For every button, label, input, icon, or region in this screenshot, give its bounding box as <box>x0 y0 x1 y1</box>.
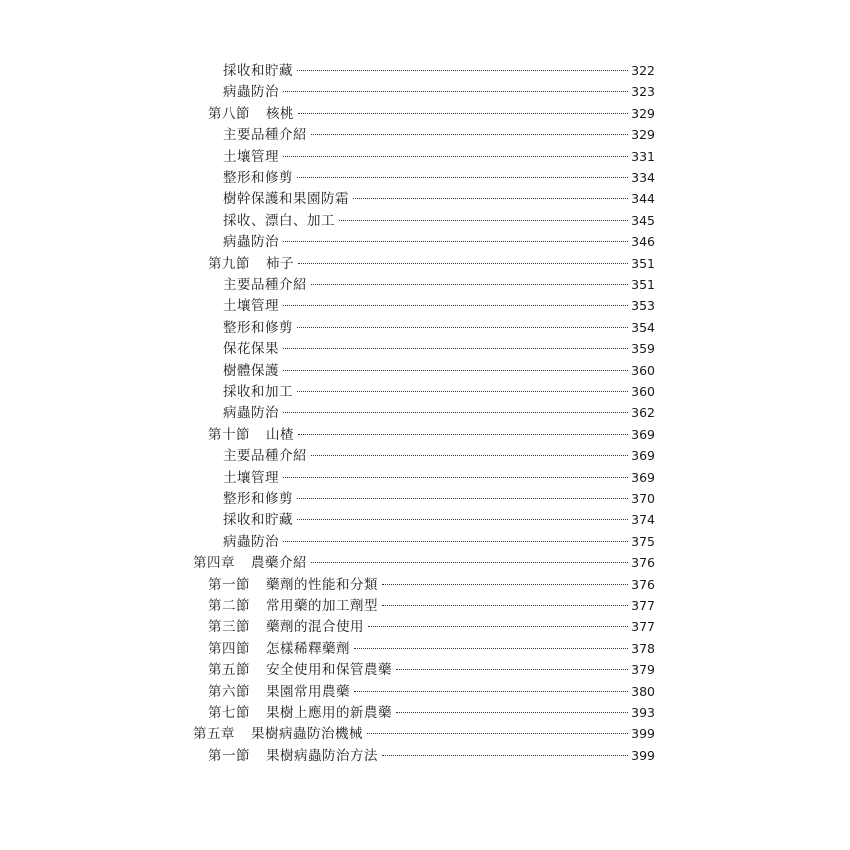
toc-subsection-row <box>223 509 655 530</box>
toc-entry-title: 採收和貯藏 <box>223 63 293 79</box>
toc-entry-label <box>208 104 296 125</box>
dot-leader <box>283 304 628 306</box>
dot-leader <box>311 133 628 135</box>
toc-entry-title: 採收和加工 <box>223 384 293 400</box>
toc-entry-title: 核桃 <box>266 105 294 122</box>
toc-subsection-row <box>223 188 655 209</box>
toc-subsection-row <box>223 402 655 423</box>
dot-leader <box>283 540 628 542</box>
toc-page-number: 374 <box>631 512 655 528</box>
toc-subsection-row <box>223 295 655 316</box>
toc-entry-label <box>208 639 352 660</box>
dot-leader <box>283 155 628 157</box>
toc-entry-title: 土壤管理 <box>223 148 279 165</box>
toc-page-number: 344 <box>631 191 655 207</box>
toc-entry-title: 藥劑的性能和分類 <box>266 576 378 593</box>
toc-subsection-row <box>223 146 655 167</box>
toc-entry-title: 樹體保護 <box>223 362 279 379</box>
toc-entry-title: 保花保果 <box>223 341 279 358</box>
dot-leader <box>297 69 628 71</box>
toc-entry-label <box>223 147 281 168</box>
toc-entry-title: 果樹上應用的新農藥 <box>266 705 392 721</box>
toc-entry-title: 整形和修剪 <box>223 491 293 507</box>
toc-section-row <box>208 595 655 616</box>
toc-entry-number: 第四章 <box>193 555 235 572</box>
dot-leader <box>297 176 628 178</box>
toc-subsection-row <box>223 274 655 295</box>
toc-entry-number: 第七節 <box>208 705 250 721</box>
toc-page-number: 353 <box>631 298 655 314</box>
toc-entry-number: 第十節 <box>208 426 250 443</box>
toc-entry-label <box>223 61 295 82</box>
toc-subsection-row <box>223 210 655 231</box>
toc-entry-label <box>223 468 281 489</box>
toc-page-number: 369 <box>631 469 655 485</box>
dot-leader <box>283 240 628 242</box>
toc-entry-number: 第二節 <box>208 598 250 614</box>
toc-page-number: 369 <box>631 448 655 464</box>
toc-entry-label <box>223 446 309 467</box>
toc-entry-label <box>208 703 394 724</box>
toc-entry-label <box>208 254 296 275</box>
dot-leader <box>283 347 628 349</box>
toc-entry-number: 第九節 <box>208 255 250 272</box>
toc-entry-label <box>208 746 380 767</box>
toc-entry-label <box>223 189 351 210</box>
toc-entry-title: 果樹病蟲防治方法 <box>266 747 378 764</box>
toc-entry-title: 整形和修剪 <box>223 319 293 336</box>
toc-subsection-row <box>223 488 655 509</box>
toc-chapter-row <box>193 552 655 573</box>
toc-entry-number: 第五章 <box>193 726 235 743</box>
toc-entry-label <box>208 596 380 617</box>
toc-subsection-row <box>223 467 655 488</box>
toc-entry-label <box>193 724 365 745</box>
toc-entry-number: 第一節 <box>208 576 250 593</box>
toc-entry-title: 主要品種介紹 <box>223 277 307 293</box>
toc-entry-number: 第一節 <box>208 747 250 764</box>
toc-page-number: 399 <box>631 747 655 763</box>
toc-page-number: 375 <box>631 533 655 549</box>
toc-entry-number: 第八節 <box>208 105 250 122</box>
dot-leader <box>396 711 628 713</box>
toc-entry-label <box>223 275 309 296</box>
toc-entry-title: 採收、漂白、加工 <box>223 212 335 229</box>
dot-leader <box>339 219 628 221</box>
toc-entry-label <box>223 296 281 317</box>
toc-entry-title: 果樹病蟲防治機械 <box>251 726 363 743</box>
toc-entry-label <box>208 682 352 703</box>
toc-page-number: 351 <box>631 277 655 292</box>
dot-leader <box>283 411 628 413</box>
toc-entry-title: 常用藥的加工劑型 <box>266 598 378 614</box>
toc-entry-label <box>208 575 380 596</box>
toc-entry-title: 安全使用和保管農藥 <box>266 662 392 679</box>
toc-subsection-row <box>223 124 655 145</box>
toc-entry-title: 病蟲防治 <box>223 405 279 422</box>
toc-page-number: 378 <box>631 640 655 656</box>
toc-entry-label <box>223 510 295 531</box>
toc-section-row <box>208 702 655 723</box>
toc-subsection-row <box>223 338 655 359</box>
dot-leader <box>353 197 628 199</box>
toc-entry-label <box>193 553 309 574</box>
toc-entry-number: 第三節 <box>208 619 250 636</box>
toc-subsection-row <box>223 381 655 402</box>
dot-leader <box>297 326 628 328</box>
toc-entry-title: 土壤管理 <box>223 469 279 486</box>
dot-leader <box>311 454 628 456</box>
dot-leader <box>298 433 628 435</box>
dot-leader <box>311 561 628 563</box>
toc-entry-label <box>208 660 394 681</box>
toc-entry-label <box>208 425 296 446</box>
dot-leader <box>368 625 628 627</box>
toc-entry-label <box>223 339 281 360</box>
toc-page-number: 359 <box>631 341 655 357</box>
toc-entry-title: 農藥介紹 <box>251 555 307 572</box>
toc-entry-label <box>223 403 281 424</box>
toc-section-row <box>208 424 655 445</box>
toc-page-number: 377 <box>631 619 655 635</box>
dot-leader <box>382 604 628 606</box>
toc-page-number: 393 <box>631 705 655 720</box>
toc-page-number: 362 <box>631 405 655 421</box>
toc-entry-title: 柿子 <box>266 255 294 272</box>
toc-entry-title: 整形和修剪 <box>223 170 293 186</box>
toc-entry-label <box>223 211 337 232</box>
toc-page-number: 376 <box>631 576 655 592</box>
toc-page-number: 323 <box>631 84 655 100</box>
toc-entry-title: 病蟲防治 <box>223 84 279 101</box>
toc-page-number: 369 <box>631 426 655 442</box>
dot-leader <box>298 262 628 264</box>
toc-chapter-row <box>193 723 655 744</box>
toc-entry-label <box>223 232 281 253</box>
toc-subsection-row <box>223 60 655 81</box>
dot-leader <box>297 518 628 520</box>
toc-section-row <box>208 253 655 274</box>
dot-leader <box>367 732 628 734</box>
toc-subsection-row <box>223 317 655 338</box>
toc-entry-label <box>223 82 281 103</box>
dot-leader <box>298 112 628 114</box>
toc-page-number: 380 <box>631 683 655 699</box>
toc-entry-title: 藥劑的混合使用 <box>266 619 364 636</box>
dot-leader <box>396 668 628 670</box>
toc-page-number: 360 <box>631 384 655 399</box>
toc-section-row <box>208 574 655 595</box>
dot-leader <box>311 283 628 285</box>
toc-entry-label <box>223 382 295 403</box>
toc-subsection-row <box>223 81 655 102</box>
toc-section-row <box>208 745 655 766</box>
toc-entry-label <box>223 489 295 510</box>
toc-page-number: 377 <box>631 598 655 613</box>
toc-entry-title: 主要品種介紹 <box>223 448 307 465</box>
toc-section-row <box>208 659 655 680</box>
toc-page-number: 322 <box>631 63 655 78</box>
toc-entry-number: 第六節 <box>208 683 250 700</box>
dot-leader <box>382 583 628 585</box>
toc-entry-title: 採收和貯藏 <box>223 512 293 529</box>
toc-entry-label <box>223 168 295 189</box>
toc-section-row <box>208 638 655 659</box>
toc-page-number: 370 <box>631 491 655 506</box>
toc-page-number: 331 <box>631 148 655 164</box>
toc-subsection-row <box>223 231 655 252</box>
toc-entry-number: 第五節 <box>208 662 250 679</box>
toc-entry-title: 樹幹保護和果園防霜 <box>223 191 349 208</box>
toc-entry-title: 土壤管理 <box>223 298 279 315</box>
dot-leader <box>283 90 628 92</box>
toc-entry-label <box>208 617 366 638</box>
toc-page-number: 345 <box>631 212 655 228</box>
dot-leader <box>283 476 628 478</box>
dot-leader <box>297 390 628 392</box>
dot-leader <box>354 690 628 692</box>
toc-page-number: 376 <box>631 555 655 571</box>
toc-page-number: 399 <box>631 726 655 742</box>
dot-leader <box>283 369 628 371</box>
toc-page-number: 346 <box>631 234 655 250</box>
toc-entry-label <box>223 318 295 339</box>
toc-entry-label <box>223 125 309 146</box>
toc-page-number: 329 <box>631 105 655 121</box>
toc-entry-title: 病蟲防治 <box>223 234 279 251</box>
toc-entry-title: 主要品種介紹 <box>223 127 307 144</box>
toc-entry-title: 病蟲防治 <box>223 533 279 550</box>
toc-page-number: 351 <box>631 255 655 271</box>
toc-subsection-row <box>223 531 655 552</box>
toc-subsection-row <box>223 445 655 466</box>
toc-entry-title: 山楂 <box>266 426 294 443</box>
toc-section-row <box>208 616 655 637</box>
toc-subsection-row <box>223 360 655 381</box>
dot-leader <box>297 497 628 499</box>
toc-page-number: 329 <box>631 127 655 143</box>
toc-entry-title: 果園常用農藥 <box>266 683 350 700</box>
toc-section-row <box>208 681 655 702</box>
toc-subsection-row <box>223 167 655 188</box>
toc-page-number: 360 <box>631 362 655 378</box>
toc-page-number: 379 <box>631 662 655 678</box>
toc-entry-title: 怎樣稀釋藥劑 <box>266 640 350 657</box>
dot-leader <box>382 754 628 756</box>
toc-page-number: 334 <box>631 170 655 185</box>
dot-leader <box>354 647 628 649</box>
toc-section-row <box>208 103 655 124</box>
toc-page-number: 354 <box>631 319 655 335</box>
toc-entry-label <box>223 361 281 382</box>
toc-entry-number: 第四節 <box>208 640 250 657</box>
toc-entry-label <box>223 532 281 553</box>
